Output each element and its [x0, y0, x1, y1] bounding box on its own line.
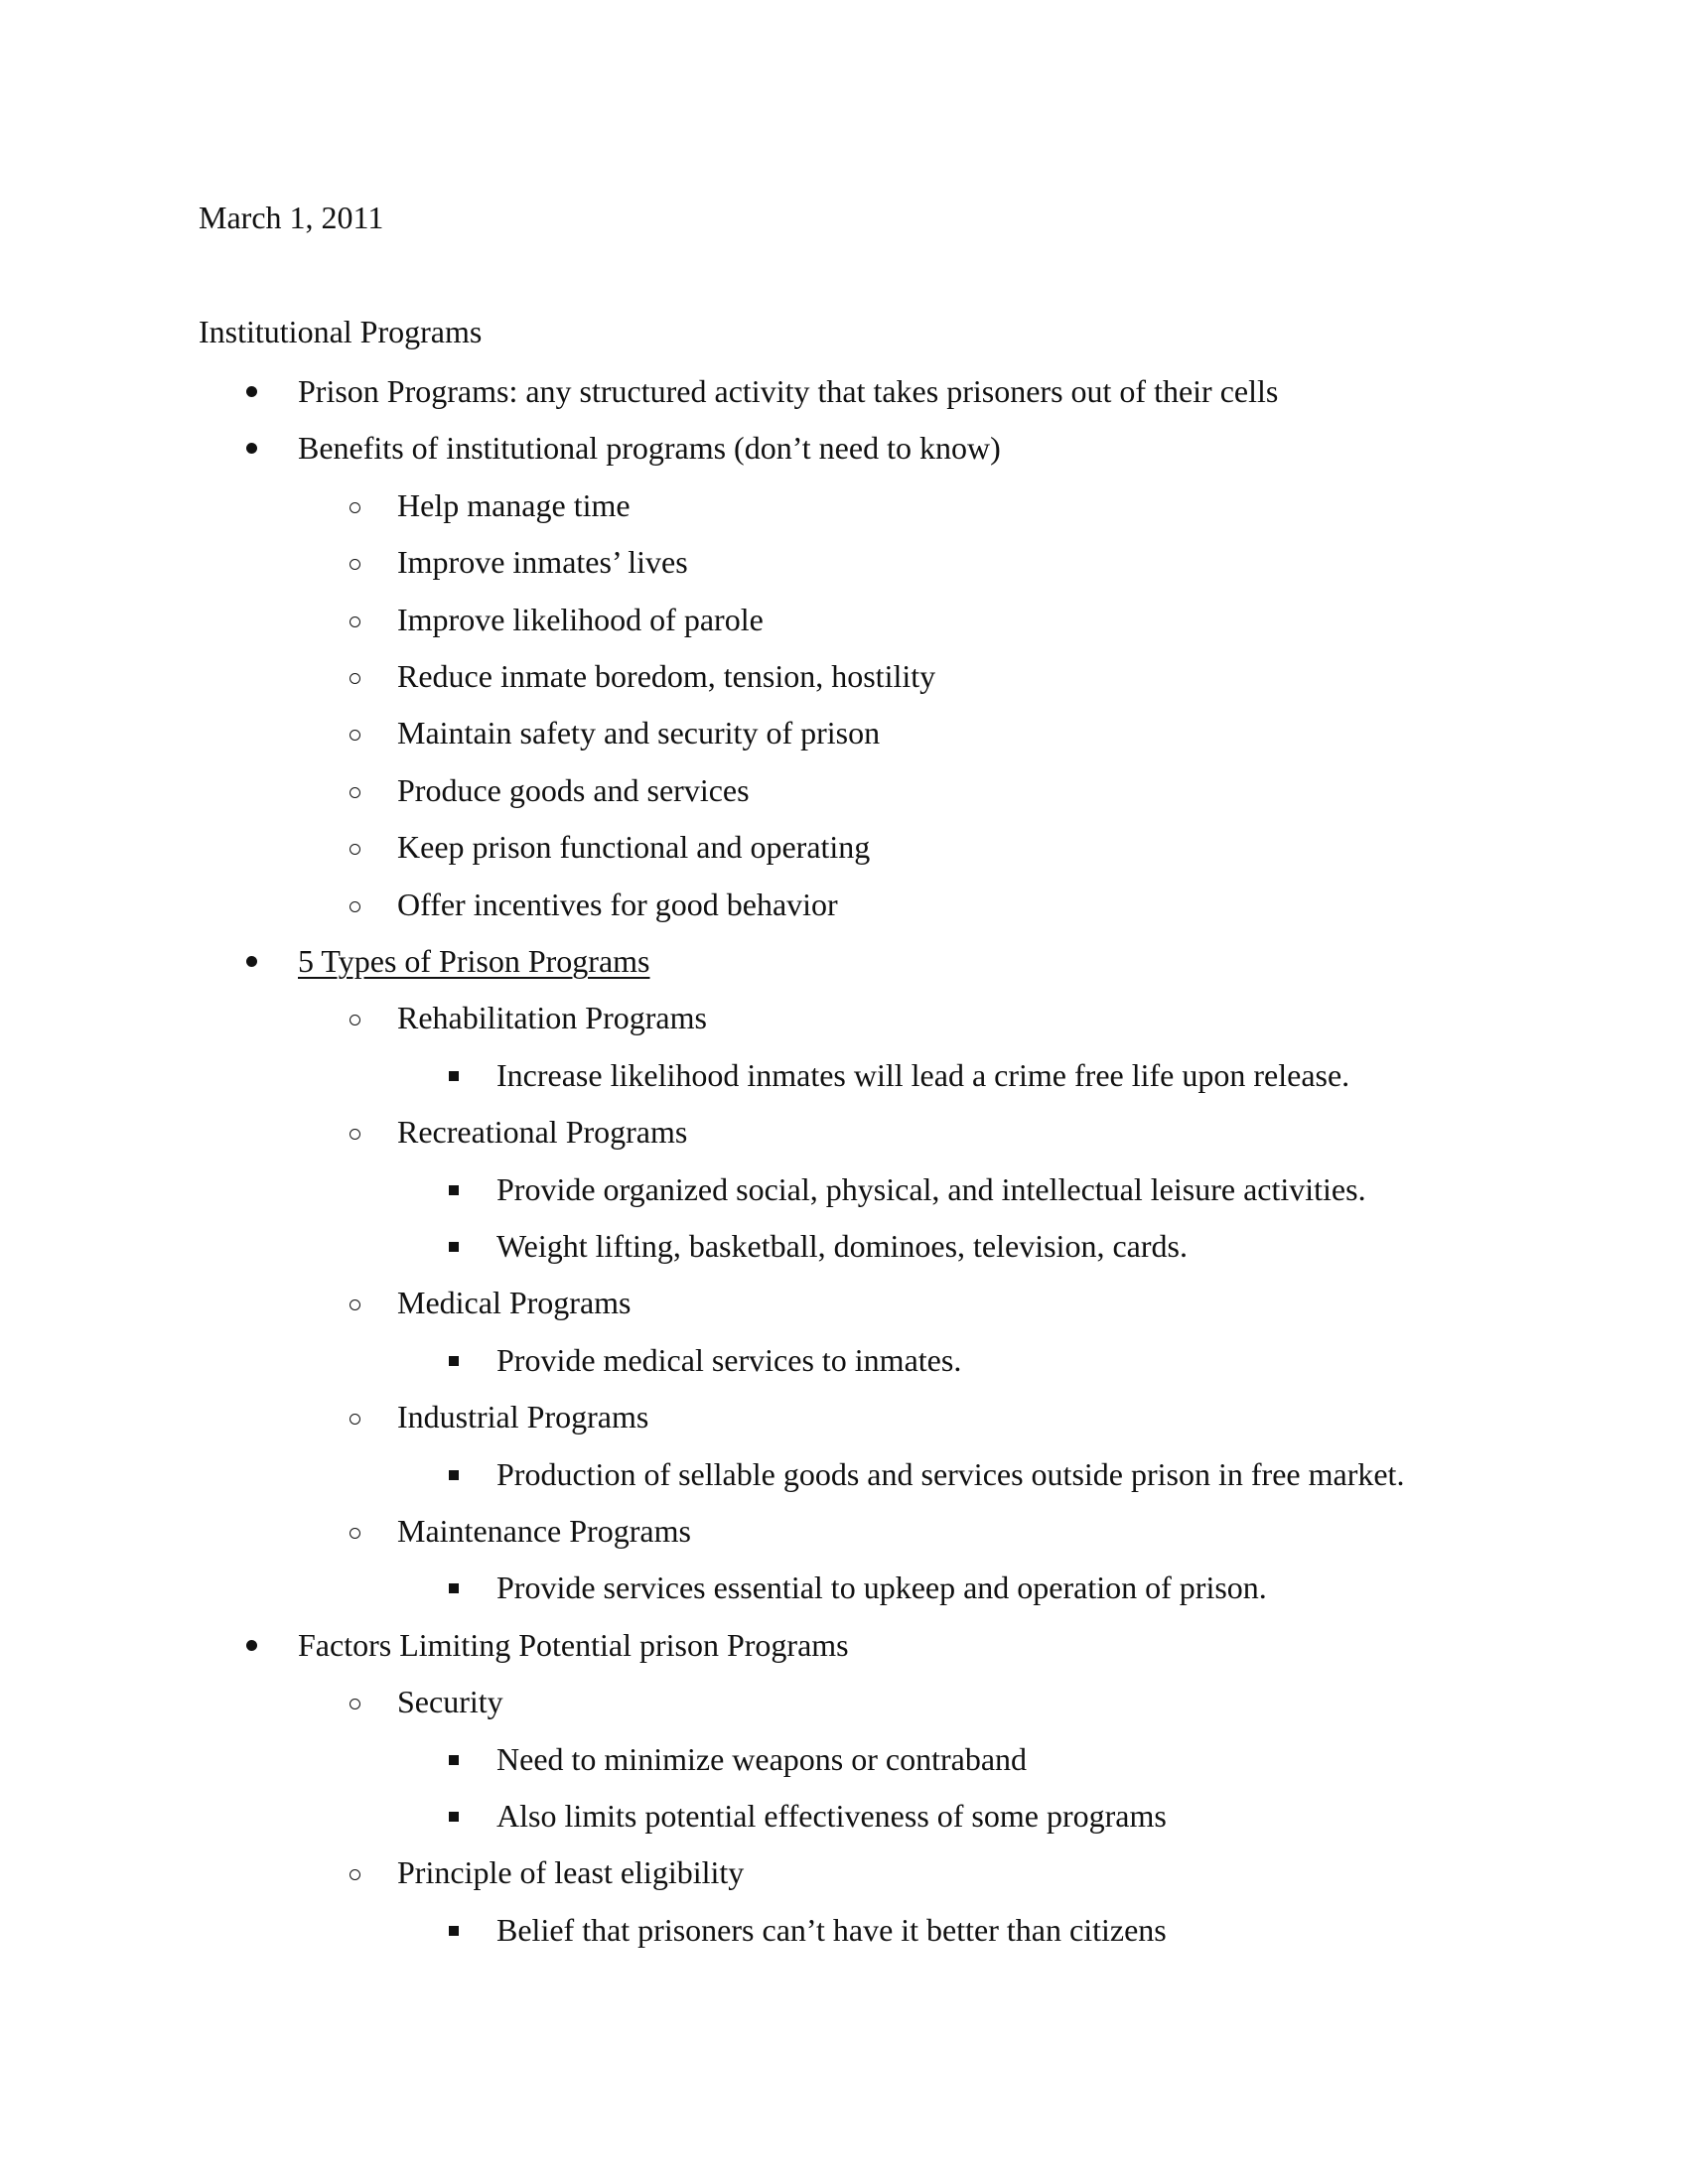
bullet-square-icon [449, 1071, 459, 1081]
bullet-square-icon [449, 1926, 459, 1936]
outline-item-text: Industrial Programs [397, 1399, 649, 1435]
outline-item-level-3 [0, 1901, 1688, 1959]
outline-item-level-1 [0, 932, 1688, 990]
outline-item-text: 5 Types of Prison Programs [298, 943, 650, 979]
outline-item-level-3 [0, 1331, 1688, 1389]
bullet-circle-icon [350, 1528, 360, 1539]
outline-item-level-2 [0, 818, 1688, 876]
outline-item-level-2 [0, 591, 1688, 648]
bullet-circle-icon [350, 844, 360, 855]
bullet-circle-icon [350, 787, 360, 798]
outline-item-text: Provide services essential to upkeep and operation of prison. [496, 1570, 1267, 1606]
section-heading: Institutional Programs [199, 314, 483, 349]
outline-item-text: Provide medical services to inmates. [496, 1341, 962, 1378]
bullet-dot-icon [246, 956, 257, 967]
outline-item-level-2 [0, 1388, 1688, 1445]
outline-item-level-1 [0, 419, 1688, 477]
bullet-circle-icon [350, 1414, 360, 1425]
outline-item-text: Weight lifting, basketball, dominoes, television, cards. [496, 1228, 1188, 1264]
outline-item-text: Medical Programs [397, 1285, 632, 1321]
outline-item-text: Reduce inmate boredom, tension, hostility [397, 658, 936, 694]
outline-item-level-3 [0, 1559, 1688, 1616]
outline-item-level-3 [0, 1730, 1688, 1788]
outline-item-text: Provide organized social, physical, and intellectual leisure activities. [496, 1170, 1366, 1207]
bullet-dot-icon [246, 1640, 257, 1651]
bullet-square-icon [449, 1583, 459, 1593]
outline-item-text: Principle of least eligibility [397, 1854, 745, 1891]
bullet-dot-icon [246, 386, 257, 397]
outline-item-text: Keep prison functional and operating [397, 829, 871, 866]
outline-item-level-2 [0, 477, 1688, 534]
outline-item-level-2 [0, 1274, 1688, 1331]
outline-item-level-2 [0, 876, 1688, 933]
bullet-circle-icon [350, 1129, 360, 1140]
bullet-square-icon [449, 1755, 459, 1765]
bullet-circle-icon [350, 559, 360, 570]
outline-item-level-1 [0, 1616, 1688, 1674]
bullet-circle-icon [350, 1699, 360, 1709]
bullet-circle-icon [350, 616, 360, 627]
outline-item-level-2 [0, 704, 1688, 761]
outline-item-level-2 [0, 533, 1688, 591]
bullet-square-icon [449, 1812, 459, 1822]
bullet-circle-icon [350, 673, 360, 684]
outline-item-text: Prison Programs: any structured activity that takes prisoners out of their cells [298, 373, 1279, 409]
outline-item-text: Improve likelihood of parole [397, 601, 764, 637]
outline-item-text: Rehabilitation Programs [397, 1000, 707, 1036]
bullet-square-icon [449, 1242, 459, 1252]
outline-item-level-3 [0, 1160, 1688, 1218]
bullet-circle-icon [350, 1869, 360, 1880]
outline-item-text: Also limits potential effectiveness of some programs [496, 1798, 1167, 1834]
outline-item-level-3 [0, 1445, 1688, 1503]
outline-item-text: Maintain safety and security of prison [397, 715, 881, 751]
outline-item-level-3 [0, 1217, 1688, 1275]
bullet-circle-icon [350, 901, 360, 912]
outline-item-text: Help manage time [397, 486, 631, 523]
bullet-square-icon [449, 1470, 459, 1480]
outline-item-text: Improve inmates’ lives [397, 544, 688, 581]
outline-item-level-2 [0, 647, 1688, 705]
outline-item-text: Produce goods and services [397, 771, 750, 808]
bullet-square-icon [449, 1356, 459, 1366]
outline-item-level-2 [0, 1843, 1688, 1901]
outline-item-text: Need to minimize weapons or contraband [496, 1740, 1028, 1777]
bullet-circle-icon [350, 1015, 360, 1025]
outline-item-level-2 [0, 1103, 1688, 1160]
document-date: March 1, 2011 [199, 200, 384, 235]
outline-item-text: Benefits of institutional programs (don’t need to know) [298, 430, 1001, 467]
outline-item-level-3 [0, 1787, 1688, 1844]
outline-item-text: Offer incentives for good behavior [397, 886, 838, 922]
outline-item-level-2 [0, 989, 1688, 1046]
outline-item-text: Recreational Programs [397, 1114, 688, 1151]
outline-item-level-2 [0, 1502, 1688, 1560]
outline-item-text: Production of sellable goods and services outside prison in free market. [496, 1455, 1405, 1492]
outline-item-level-2 [0, 1673, 1688, 1730]
bullet-circle-icon [350, 502, 360, 513]
bullet-dot-icon [246, 443, 257, 454]
bullet-circle-icon [350, 730, 360, 741]
outline-item-text: Factors Limiting Potential prison Programs [298, 1626, 849, 1663]
bullet-square-icon [449, 1185, 459, 1195]
outline-item-text: Maintenance Programs [397, 1513, 691, 1549]
outline-item-text: Security [397, 1684, 503, 1720]
outline-item-level-3 [0, 1046, 1688, 1104]
outline-item-level-2 [0, 761, 1688, 819]
outline-item-level-1 [0, 362, 1688, 420]
bullet-circle-icon [350, 1299, 360, 1310]
outline-item-text: Belief that prisoners can’t have it better than citizens [496, 1911, 1167, 1948]
outline-item-text: Increase likelihood inmates will lead a crime free life upon release. [496, 1056, 1350, 1093]
